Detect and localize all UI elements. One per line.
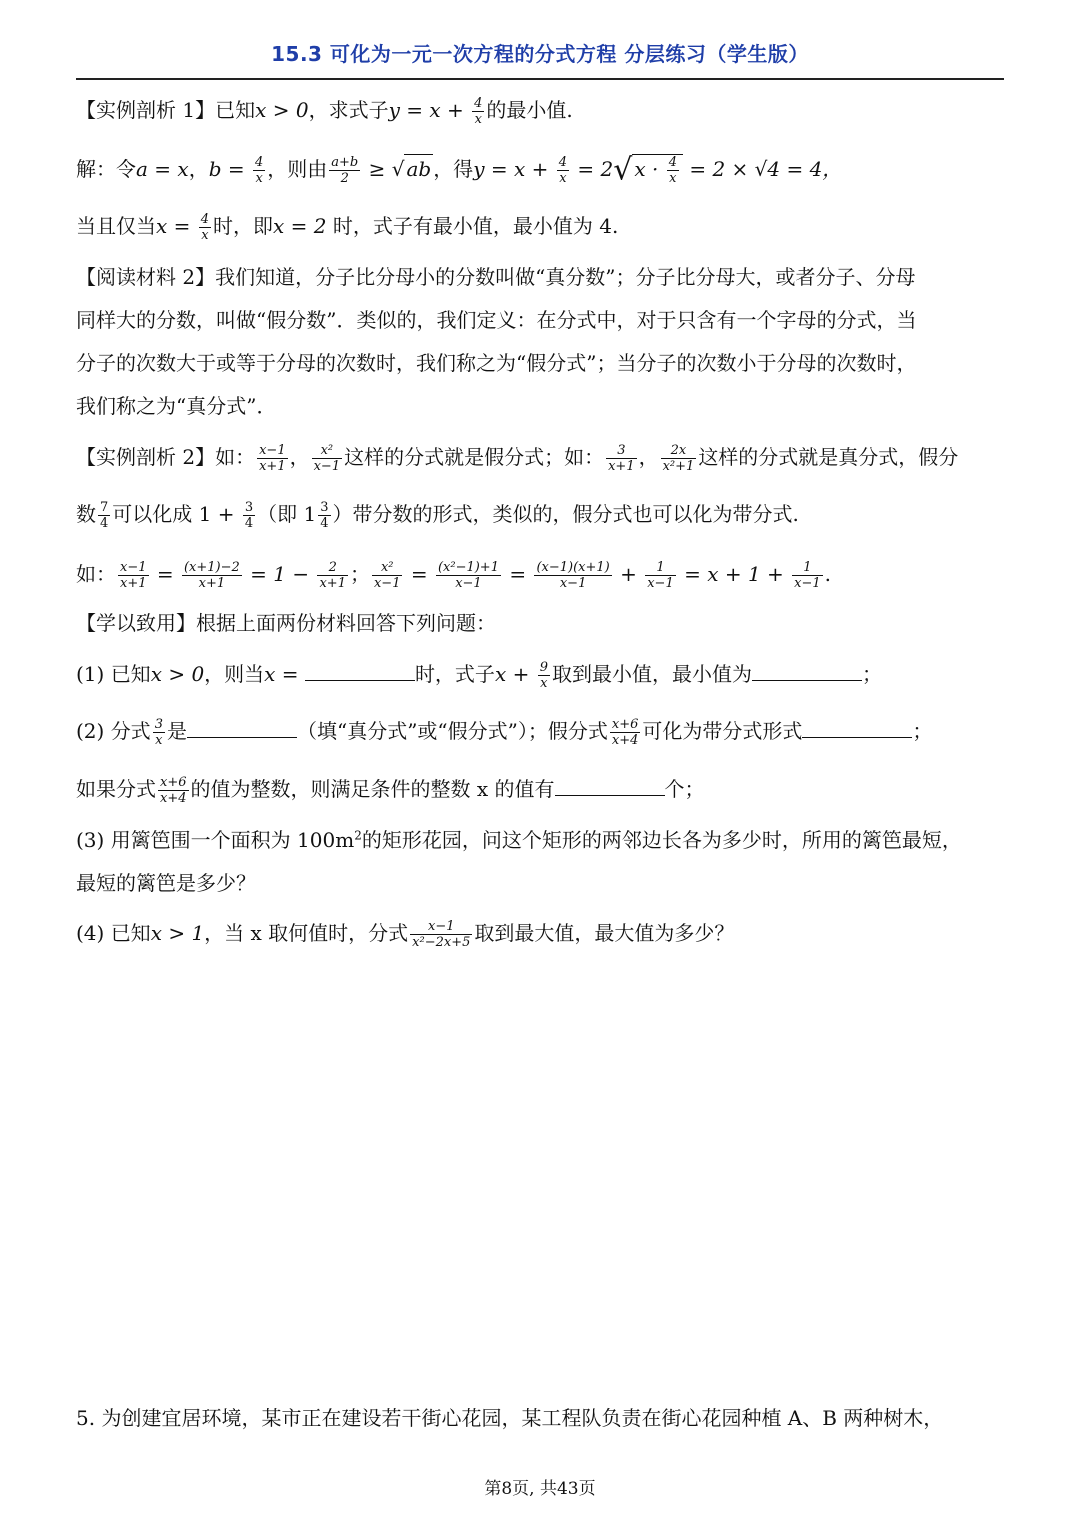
fraction-numerator: 4 bbox=[668, 155, 677, 170]
fraction-numerator: 9 bbox=[539, 660, 548, 675]
fraction-denominator: x bbox=[201, 228, 209, 243]
answer-blank-min[interactable] bbox=[752, 660, 862, 681]
text-segment: （填“真分式”或“假分式”）；假分式 bbox=[296, 719, 608, 743]
fraction bbox=[153, 717, 165, 748]
math-expression: x = bbox=[156, 214, 197, 238]
fraction bbox=[792, 560, 823, 591]
fraction-numerator: (x²−1)+1 bbox=[437, 560, 499, 575]
solution-line-2 bbox=[76, 212, 1006, 243]
text-segment: 的最小值. bbox=[486, 98, 573, 122]
fraction-numerator: (x+1)−2 bbox=[183, 560, 240, 575]
text-segment: 这样的分式就是真分式，假分 bbox=[698, 445, 959, 469]
fraction-denominator: x²+1 bbox=[662, 459, 695, 474]
fraction-numerator: 2 bbox=[317, 560, 348, 576]
fraction-numerator: 3 bbox=[154, 717, 163, 732]
fraction-numerator: 4 bbox=[200, 212, 210, 227]
text-segment: ，求式子 bbox=[308, 98, 389, 122]
fraction-numerator: x² bbox=[312, 443, 343, 459]
fraction-denominator: x−1 bbox=[647, 576, 674, 591]
fraction bbox=[538, 660, 550, 691]
fraction bbox=[158, 775, 189, 806]
text-segment: 取到最大值，最大值为多少？ bbox=[474, 921, 735, 945]
fraction bbox=[410, 919, 472, 950]
fraction bbox=[606, 443, 637, 474]
text-segment: 当且仅当 bbox=[76, 214, 156, 238]
fraction-numerator: 3 bbox=[606, 443, 637, 459]
fraction-denominator: x bbox=[255, 171, 263, 186]
math-condition: x > 0 bbox=[255, 98, 309, 122]
math-expression: b = bbox=[208, 157, 251, 181]
fraction bbox=[472, 96, 484, 127]
example2-tag: 【实例剖析 2】如： bbox=[76, 445, 256, 469]
question-2-line-1 bbox=[76, 717, 1006, 748]
fraction-denominator: x+4 bbox=[160, 791, 187, 806]
text-segment: ，当 x 取何值时，分式 bbox=[204, 921, 409, 945]
fraction-numerator: a+b bbox=[331, 155, 359, 170]
fraction-numerator: x+6 bbox=[611, 717, 639, 732]
fraction bbox=[318, 500, 330, 531]
text-segment: ）带分数的形式，类似的，假分式也可以化为带分式. bbox=[332, 502, 799, 526]
fraction bbox=[534, 560, 611, 591]
fraction bbox=[372, 560, 403, 591]
text-segment: 个； bbox=[664, 777, 705, 801]
question-4 bbox=[76, 919, 1006, 950]
text-segment: 数 bbox=[76, 502, 96, 526]
math-expression: x = bbox=[264, 662, 305, 686]
fraction-numerator: 3 bbox=[244, 500, 254, 515]
fraction bbox=[661, 443, 697, 474]
solution-line-1: 解：令a = x，b = $\frac{4}{x}$ ，则由 $\frac{a+b}{2}$ ≥ √ ab ，得y = x + $\frac{4}{x}$ = 2√ x · $\frac{4}{x}$ = 2 × √4 = 4， bbox=[76, 152, 843, 188]
fraction bbox=[436, 560, 501, 591]
fraction-denominator: x bbox=[474, 112, 482, 127]
fraction bbox=[243, 500, 255, 531]
fraction-denominator: x−1 bbox=[373, 576, 401, 591]
text-segment: 这样的分式就是假分式；如： bbox=[344, 445, 605, 469]
fraction-denominator: x−1 bbox=[455, 576, 482, 591]
area-value: 100m bbox=[297, 828, 355, 852]
fraction-numerator: 1 bbox=[792, 560, 823, 576]
fraction-numerator: 1 bbox=[645, 560, 676, 576]
fraction-denominator: x+1 bbox=[120, 576, 147, 591]
fraction bbox=[182, 560, 242, 591]
sqrt-radicand bbox=[632, 154, 683, 186]
text-segment: 如： bbox=[76, 562, 116, 586]
math-expression: x + bbox=[494, 662, 536, 686]
answer-blank-type[interactable] bbox=[187, 717, 297, 738]
text-segment: 时，式子有最小值，最小值为 4. bbox=[326, 214, 619, 238]
fraction-denominator: x+1 bbox=[608, 459, 635, 474]
text-segment: 的矩形花园，问这个矩形的两邻边长各为多少时，所用的篱笆最短， bbox=[361, 828, 962, 852]
fraction bbox=[667, 155, 679, 186]
fraction-numerator: 3 bbox=[320, 500, 329, 515]
answer-blank-count[interactable] bbox=[555, 775, 665, 796]
fraction-numerator: (x−1)(x+1) bbox=[536, 560, 610, 575]
fraction bbox=[257, 443, 288, 474]
math-expression: = x + 1 + bbox=[677, 562, 791, 586]
fraction-denominator: x bbox=[669, 171, 677, 186]
fraction bbox=[557, 155, 569, 186]
fraction-denominator: x−1 bbox=[313, 459, 341, 474]
question-3-line-1: (3) 用篱笆围一个面积为 $100m^2$的矩形花园，问这个矩形的两邻边长各为多少时，所用的篱笆最短， bbox=[76, 828, 962, 852]
math-expression: = 1 − bbox=[243, 562, 316, 586]
fraction-denominator: 2 bbox=[340, 171, 349, 186]
text-segment: (3) 用篱笆围一个面积为 bbox=[76, 828, 298, 852]
fraction-denominator: 4 bbox=[100, 516, 109, 531]
math-expression: x = 2 bbox=[273, 214, 327, 238]
math-expression: x · bbox=[634, 157, 665, 181]
fraction-numerator: x−1 bbox=[410, 919, 472, 935]
math-expression: = 2 bbox=[571, 157, 614, 181]
text-segment: （即 1 bbox=[257, 502, 317, 526]
text-segment: 是 bbox=[166, 719, 187, 743]
fraction bbox=[312, 443, 343, 474]
text-segment: 解：令 bbox=[76, 157, 136, 181]
page-header-title: 15.3 可化为一元一次方程的分式方程 分层练习（学生版） bbox=[271, 42, 809, 66]
math-expression: a = x bbox=[136, 157, 189, 181]
fraction bbox=[118, 560, 149, 591]
fraction-numerator: 4 bbox=[254, 155, 264, 170]
fraction-numerator: 2x bbox=[661, 443, 697, 459]
math-condition: x > 0 bbox=[150, 662, 205, 686]
fraction bbox=[645, 560, 676, 591]
fraction-denominator: x+1 bbox=[319, 576, 346, 591]
math-condition: x > 1 bbox=[150, 921, 205, 945]
fraction bbox=[253, 155, 265, 186]
fraction-denominator: x bbox=[155, 733, 163, 748]
text-segment: 取到最小值，最小值为 bbox=[551, 662, 752, 686]
text-segment: (4) 已知 bbox=[76, 921, 151, 945]
text-segment: ，得 bbox=[433, 157, 474, 181]
fraction bbox=[98, 500, 110, 531]
math-expression: ≥ bbox=[362, 157, 392, 181]
fraction-denominator: x bbox=[540, 676, 548, 691]
fraction bbox=[317, 560, 348, 591]
question-2-line-2 bbox=[76, 775, 1006, 806]
text-segment: ， bbox=[188, 157, 209, 181]
text-segment: . bbox=[824, 562, 831, 586]
text-segment: ，则由 bbox=[267, 157, 328, 181]
fraction-numerator: x² bbox=[372, 560, 403, 576]
fraction-numerator: x+6 bbox=[160, 775, 187, 790]
math-expression: y = x + bbox=[388, 98, 471, 122]
text-segment: (1) 已知 bbox=[76, 662, 151, 686]
fraction bbox=[610, 717, 641, 748]
fraction-denominator: x−1 bbox=[559, 576, 587, 591]
fraction-numerator: 7 bbox=[100, 500, 109, 515]
sqrt-radicand: ab bbox=[404, 154, 433, 183]
text-segment: ； bbox=[861, 662, 882, 686]
example1-tag: 【实例剖析 1】 bbox=[76, 98, 216, 122]
text-segment: 如果分式 bbox=[76, 777, 156, 801]
text-segment: 时，式子 bbox=[414, 662, 495, 686]
example2-line-2 bbox=[76, 500, 1006, 531]
fraction-numerator: x−1 bbox=[259, 443, 286, 458]
math-expression: y = x + bbox=[473, 157, 555, 181]
text-segment: 可化为带分式形式 bbox=[642, 719, 803, 743]
fraction-denominator: x+1 bbox=[198, 576, 226, 591]
example2-line-1: 【实例剖析 2】如： $\frac{x-1}{x+1}$ ， $\frac{\text{x²}}{x-1}$ 这样的分式就是假分式；如： $\frac{3}{x+1}$ ， $\frac{2x}{\text{x²+1}}$ 这样的分式就是真分式，假分 bbox=[76, 443, 959, 474]
text-segment: (2) 分式 bbox=[76, 719, 151, 743]
text-segment: 时，即 bbox=[213, 214, 274, 238]
fraction-numerator: 4 bbox=[558, 155, 567, 170]
fraction-denominator: x bbox=[559, 171, 567, 186]
text-segment: ，则当 bbox=[204, 662, 265, 686]
answer-blank-x[interactable] bbox=[305, 660, 415, 681]
reading2-line-3: 分子的次数大于或等于分母的次数时，我们称之为“假分式”；当分子的次数小于分母的次数时， bbox=[76, 351, 917, 375]
text-segment: 的值为整数，则满足条件的整数 x 的值有 bbox=[190, 777, 555, 801]
reading2-line-1: 【阅读材料 2】我们知道，分子比分母小的分数叫做“真分数”；分子比分母大，或者分子、分母 bbox=[76, 265, 916, 289]
text-segment: 已知 bbox=[215, 98, 256, 122]
fraction-denominator: x+1 bbox=[259, 459, 286, 474]
fraction-denominator: 4 bbox=[320, 516, 329, 531]
fraction bbox=[199, 212, 211, 243]
fraction-denominator: x−1 bbox=[794, 576, 821, 591]
question-3-line-2: 最短的篱笆是多少？ bbox=[76, 871, 256, 895]
fraction bbox=[329, 155, 360, 186]
fraction-numerator: 4 bbox=[474, 96, 483, 111]
fraction-denominator: x+4 bbox=[611, 733, 639, 748]
text-segment: 可以化成 1 + bbox=[112, 502, 241, 526]
header-divider bbox=[76, 78, 1004, 80]
page-number: 第8页, 共43页 bbox=[484, 1479, 596, 1499]
reading2-line-2: 同样大的分数，叫做“假分数”．类似的，我们定义：在分式中，对于只含有一个字母的分式，当 bbox=[76, 308, 917, 332]
example1-line bbox=[76, 96, 1006, 127]
fraction-numerator: x−1 bbox=[120, 560, 147, 575]
fraction-denominator: 4 bbox=[244, 516, 254, 531]
question-1 bbox=[76, 660, 1006, 691]
fraction-denominator: x²−2x+5 bbox=[412, 935, 471, 950]
text-segment: ； bbox=[912, 719, 933, 743]
example2-line-3: 如： $\frac{x-1}{x+1}$ = $\frac{(x+1)-2}{x+1}$ = 1 − $\frac{2}{x+1}$ ； $\frac{\text{x²}}{x-1}$ = $\frac{\text{(x²−1)+1}}{x-1}$ = $\frac{(x-1)(x+1)}{x-1}$ + $\frac{1}{x-1}$ = x + 1 + $\frac{1}{x-1}$ . bbox=[76, 560, 831, 591]
answer-blank-mixed[interactable] bbox=[802, 717, 912, 738]
question-5: 5. 为创建宜居环境，某市正在建设若干街心花园，某工程队负责在街心花园种植 A、B 两种树木， bbox=[76, 1406, 944, 1430]
text-segment: ； bbox=[349, 562, 370, 586]
apply-title: 【学以致用】根据上面两份材料回答下列问题： bbox=[76, 611, 496, 635]
reading2-line-4: 我们称之为“真分式”． bbox=[76, 394, 277, 418]
math-expression: = 2 × √4 = 4， bbox=[682, 157, 843, 181]
